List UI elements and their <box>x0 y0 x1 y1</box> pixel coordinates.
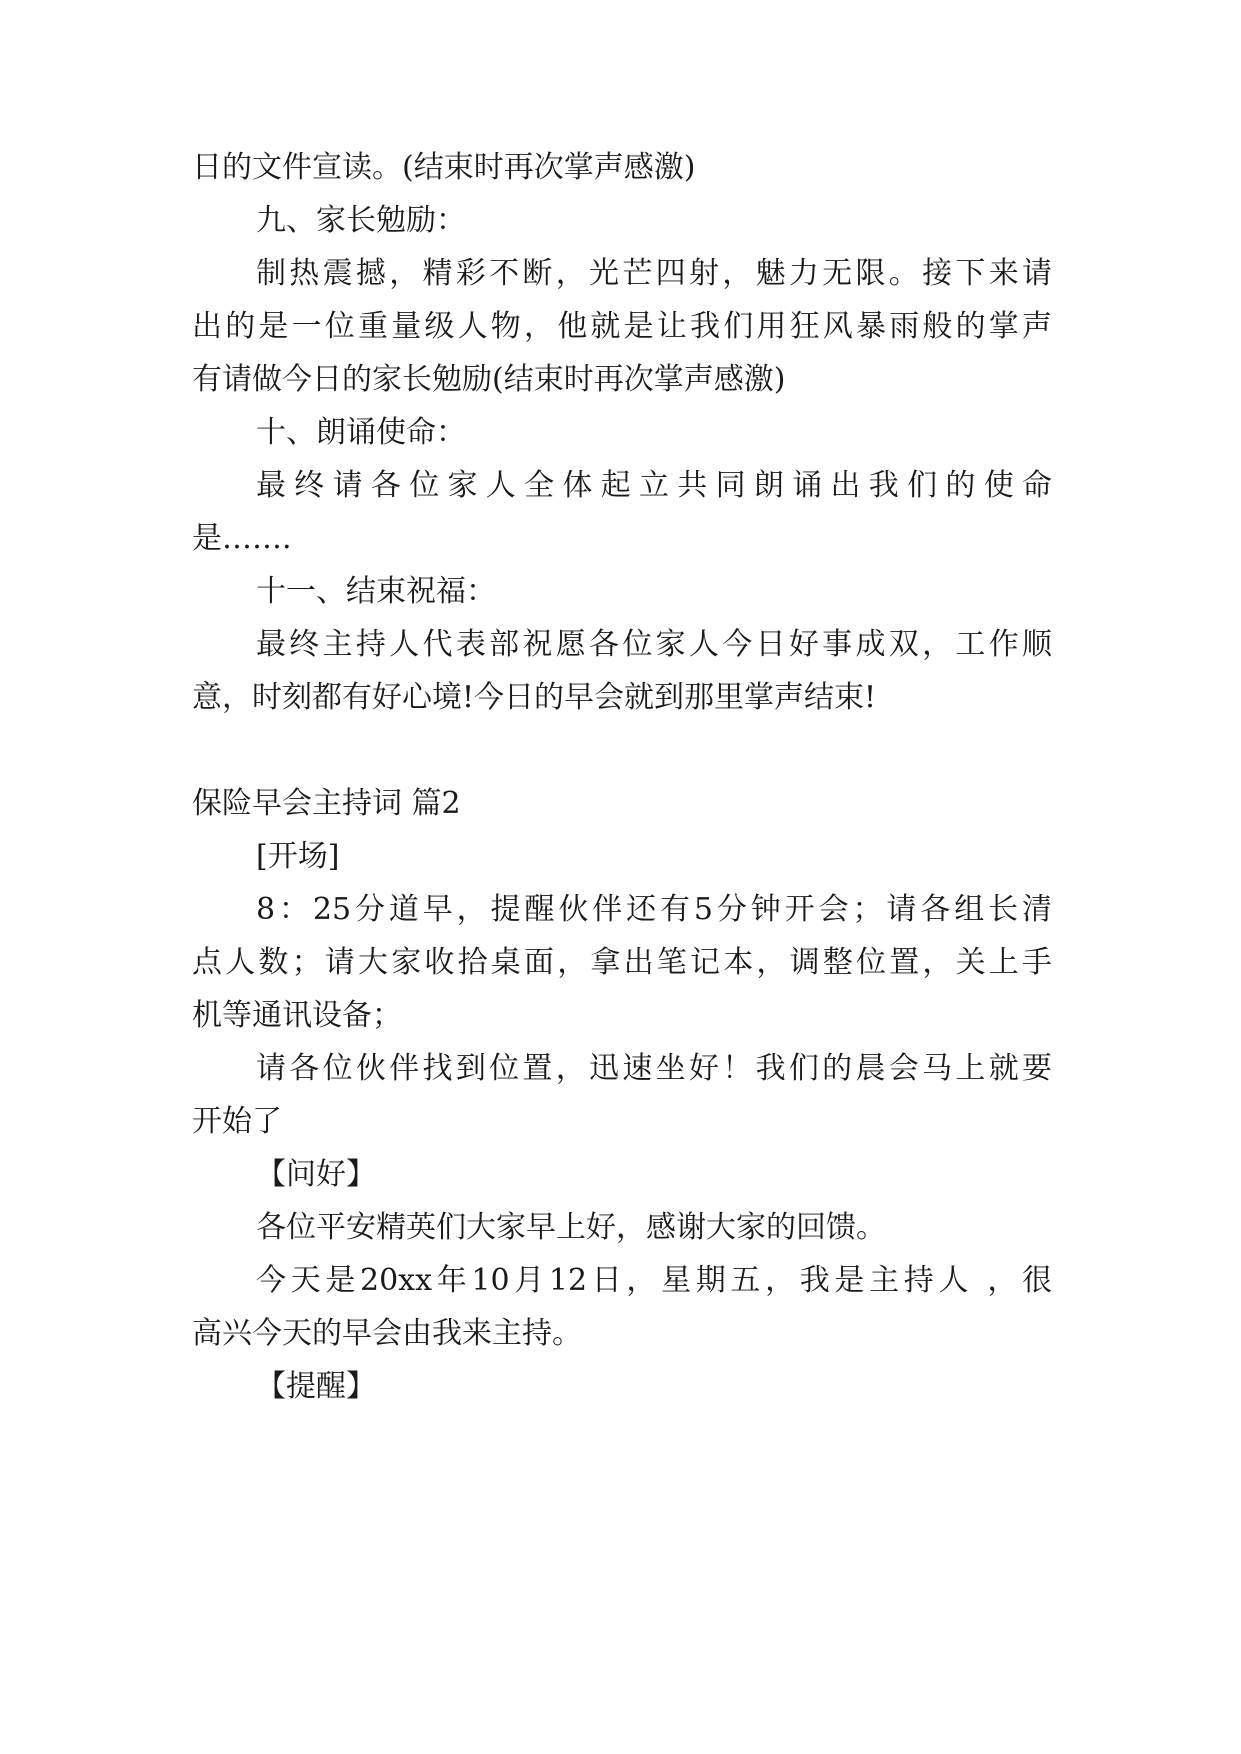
section-heading: 十一、结束祝福： <box>256 574 496 609</box>
text-line: 高兴今天的早会由我来主持。 <box>192 1316 582 1351</box>
text-line: 点人数；请大家收拾桌面，拿出笔记本，调整位置，关上手 <box>192 945 1052 980</box>
section-heading: 【提醒】 <box>256 1369 376 1404</box>
section-heading: 九、家长勉励： <box>256 203 466 238</box>
text-line: 制热震撼，精彩不断，光芒四射，魅力无限。接下来请 <box>256 256 1052 291</box>
text-line: 今天是20xx年10月12日，星期五，我是主持人 ，很 <box>256 1263 1052 1298</box>
text-line: 意，时刻都有好心境!今日的早会就到那里掌声结束! <box>192 680 877 715</box>
text-line: 出的是一位重量级人物，他就是让我们用狂风暴雨般的掌声 <box>192 309 1052 344</box>
text-line: 请各位伙伴找到位置，迅速坐好！我们的晨会马上就要 <box>256 1051 1052 1086</box>
text-line: 最终请各位家人全体起立共同朗诵出我们的使命 <box>256 468 1052 503</box>
text-line: 开始了 <box>192 1104 282 1139</box>
section-heading: 【问好】 <box>256 1157 376 1192</box>
section-heading: 十、朗诵使命： <box>256 415 466 450</box>
text-line: 最终主持人代表部祝愿各位家人今日好事成双，工作顺 <box>256 627 1052 662</box>
text-line: 机等通讯设备； <box>192 998 402 1033</box>
section-heading: [开场] <box>256 839 340 874</box>
text-line: 各位平安精英们大家早上好，感谢大家的回馈。 <box>256 1210 886 1245</box>
text-line: 8：25分道早，提醒伙伴还有5分钟开会；请各组长清 <box>256 892 1052 927</box>
text-line: 是……. <box>192 521 292 556</box>
text-line: 有请做今日的家长勉励(结束时再次掌声感激) <box>192 362 786 397</box>
text-line: 日的文件宣读。(结束时再次掌声感激) <box>192 150 696 185</box>
article-title: 保险早会主持词 篇2 <box>192 786 461 821</box>
